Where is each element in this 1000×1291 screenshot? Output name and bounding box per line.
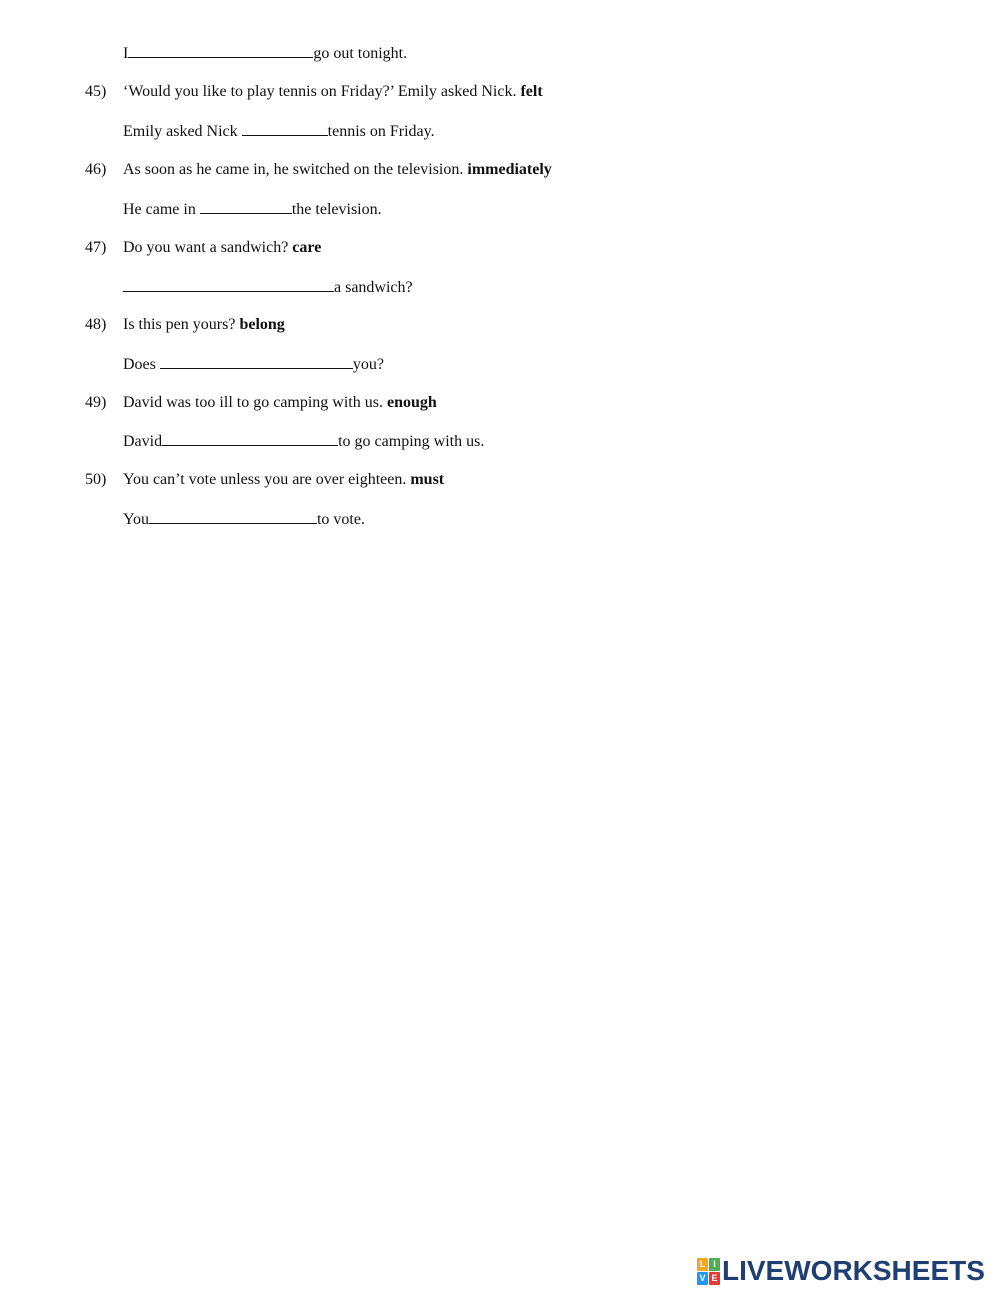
answer-prefix: Does — [123, 356, 160, 373]
answer-blank[interactable] — [200, 199, 292, 214]
liveworksheets-logo[interactable] — [697, 1256, 985, 1286]
prompt-text: Is this pen yours? — [123, 316, 240, 333]
question-number: 50) — [85, 471, 107, 488]
question-number: 49) — [85, 394, 107, 411]
answer-line-48 — [123, 354, 384, 375]
answer-line-45 — [123, 121, 435, 142]
prompt-text: David was too ill to go camping with us. — [123, 394, 387, 411]
answer-line-50 — [123, 509, 365, 530]
logo-letter: L — [697, 1258, 708, 1271]
answer-blank[interactable] — [128, 43, 313, 58]
answer-prefix: I — [123, 45, 129, 62]
keyword: care — [292, 239, 322, 256]
answer-line-47 — [123, 277, 413, 298]
question-number: 47) — [85, 239, 107, 256]
logo-letter: V — [697, 1272, 708, 1285]
answer-suffix: you? — [352, 356, 384, 373]
answer-line-46 — [123, 199, 382, 220]
answer-blank[interactable] — [160, 354, 353, 369]
logo-letter: E — [709, 1272, 720, 1285]
question-number: 46) — [85, 161, 107, 178]
answer-suffix: a sandwich? — [334, 279, 413, 296]
answer-blank[interactable] — [123, 277, 334, 292]
question-prompt-46 — [123, 160, 552, 180]
answer-blank[interactable] — [162, 431, 338, 446]
logo-text: LIVEWORKSHEETS — [722, 1255, 985, 1286]
prompt-text: Do you want a sandwich? — [123, 239, 293, 256]
question-number: 48) — [85, 316, 107, 333]
prompt-text: ‘Would you like to play tennis on Friday?’ Emily asked Nick. — [123, 83, 521, 100]
answer-blank[interactable] — [149, 509, 317, 524]
question-prompt-45 — [123, 82, 543, 102]
keyword: felt — [520, 83, 543, 100]
question-prompt-47 — [123, 238, 321, 258]
keyword: immediately — [467, 161, 552, 178]
prompt-text: You can’t vote unless you are over eighteen. — [123, 471, 411, 488]
answer-prefix: He came in — [123, 201, 200, 218]
answer-suffix: the television. — [291, 201, 382, 218]
answer-prefix: You — [123, 511, 149, 528]
answer-suffix: go out tonight. — [313, 45, 408, 62]
question-prompt-49 — [123, 393, 437, 413]
keyword: must — [410, 471, 445, 488]
answer-prefix: David — [123, 433, 163, 450]
answer-line-44 — [123, 43, 407, 64]
answer-prefix: Emily asked Nick — [123, 123, 242, 140]
logo-letter: I — [709, 1258, 720, 1271]
answer-suffix: tennis on Friday. — [327, 123, 435, 140]
answer-line-49 — [123, 431, 484, 452]
question-prompt-50 — [123, 470, 444, 490]
question-number: 45) — [85, 83, 107, 100]
logo-mark-icon — [697, 1258, 719, 1284]
prompt-text: As soon as he came in, he switched on the television. — [123, 161, 468, 178]
answer-blank[interactable] — [242, 121, 328, 136]
keyword: enough — [386, 394, 437, 411]
keyword: belong — [239, 316, 285, 333]
answer-suffix: to vote. — [316, 511, 365, 528]
question-prompt-48 — [123, 315, 285, 335]
answer-suffix: to go camping with us. — [338, 433, 485, 450]
